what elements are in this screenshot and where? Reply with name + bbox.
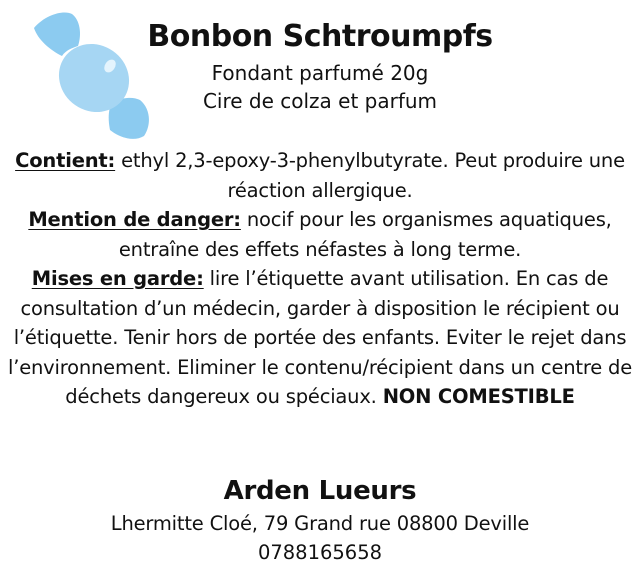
maker-phone: 0788165658 bbox=[257, 541, 383, 564]
not-edible-warning: NON COMESTIBLE bbox=[382, 385, 575, 408]
contains-text: ethyl 2,3-epoxy-3-phenylbutyrate. Peut produire une réaction allergique. bbox=[115, 149, 625, 202]
brand-name: Arden Lueurs bbox=[223, 476, 417, 506]
warnings-paragraph bbox=[4, 264, 636, 412]
product-composition: Cire de colza et parfum bbox=[202, 89, 438, 113]
maker-address: Lhermitte Cloé, 79 Grand rue 08800 Deville bbox=[110, 512, 530, 535]
contains-paragraph bbox=[4, 146, 636, 205]
danger-text: nocif pour les organismes aquatiques, entraîne des effets néfastes à long terme. bbox=[118, 208, 612, 261]
danger-label: Mention de danger: bbox=[28, 208, 241, 231]
product-weight: Fondant parfumé 20g bbox=[211, 61, 429, 85]
contains-label: Contient: bbox=[15, 149, 116, 172]
danger-paragraph bbox=[4, 205, 636, 264]
product-title: Bonbon Schtroumpfs bbox=[147, 19, 493, 54]
warnings-text: lire l’étiquette avant utilisation. En cas de consultation d’un médecin, garder à disposition le récipient ou l’étiquette. Tenir hors de portée des enfants. Eviter le rejet dans l’environnement. Eliminer le contenu/récipient dans un centre de déchets dangereux ou spéciaux. bbox=[7, 267, 633, 408]
warnings-label: Mises en garde: bbox=[31, 267, 204, 290]
safety-text-block bbox=[4, 146, 636, 412]
